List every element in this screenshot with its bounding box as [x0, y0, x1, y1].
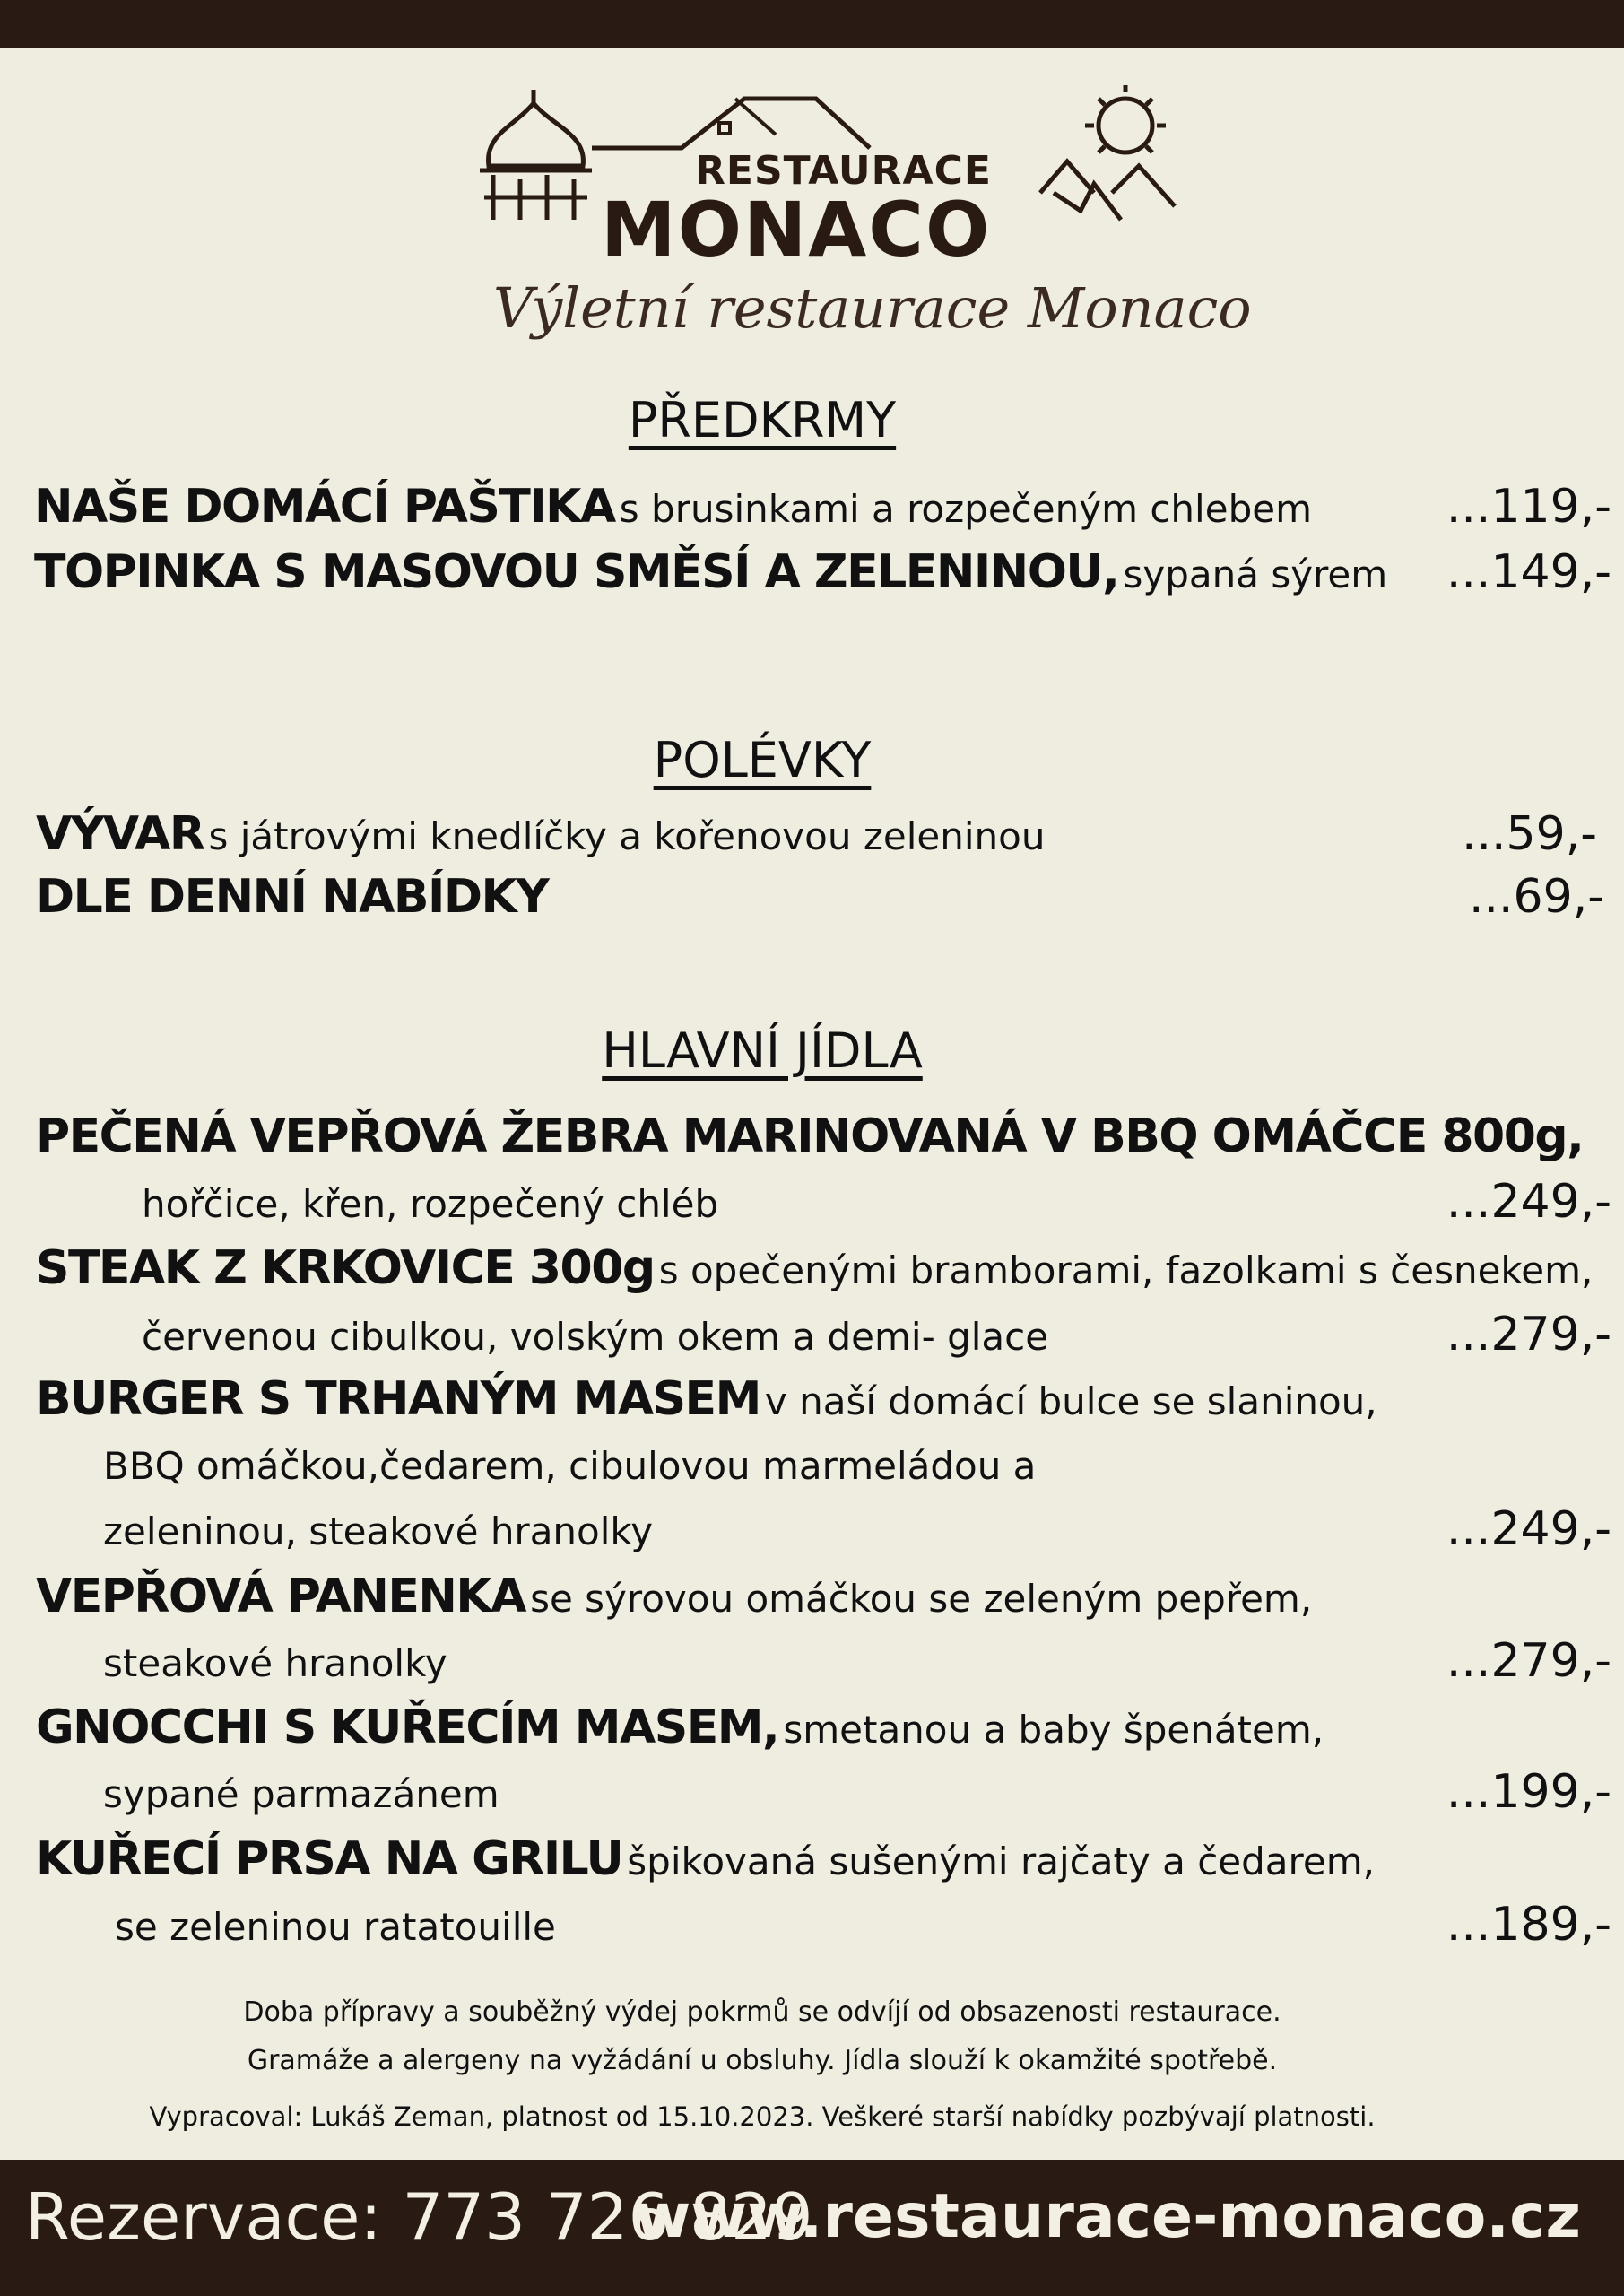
- item-name: TOPINKA S MASOVOU SMĚSÍ A ZELENINOU,: [34, 545, 1119, 599]
- item-description: zeleninou, steakové hranolky: [103, 1509, 654, 1553]
- item-name: NAŠE DOMÁCÍ PAŠTIKA: [34, 480, 615, 534]
- item-price: ...199,-: [1446, 1765, 1611, 1819]
- logo-restaurace-text: RESTAURACE: [695, 148, 992, 194]
- menu-item: [36, 1832, 1375, 1886]
- note-line: Gramáže a alergeny na vyžádání u obsluhy. Jídla slouží k okamžité spotřebě.: [247, 2045, 1278, 2076]
- item-name: PEČENÁ VEPŘOVÁ ŽEBRA MARINOVANÁ V BBQ OMÁČCE 800g,: [36, 1109, 1584, 1163]
- menu-item: [34, 480, 1312, 534]
- item-price: ...69,-: [1468, 870, 1604, 924]
- item-price: ...249,-: [1446, 1175, 1611, 1229]
- logo-tagline: Výletní restaurace Monaco: [493, 275, 1252, 341]
- item-price: ...279,-: [1446, 1634, 1611, 1688]
- item-description: sypaná sýrem: [1123, 552, 1388, 596]
- item-price: ...119,-: [1446, 480, 1611, 534]
- menu-item: [36, 1372, 1377, 1426]
- item-name: VEPŘOVÁ PANENKA: [36, 1570, 525, 1623]
- menu-item: [34, 545, 1387, 599]
- item-description: s brusinkami a rozpečeným chlebem: [619, 487, 1312, 531]
- logo-monaco-text: MONACO: [601, 186, 992, 274]
- item-price: ...249,-: [1446, 1502, 1611, 1556]
- restaurant-logo: [466, 85, 1252, 363]
- item-price: ...149,-: [1446, 545, 1611, 599]
- menu-item: [36, 1700, 1324, 1754]
- item-price: ...59,-: [1461, 807, 1597, 861]
- section-heading-polevky: POLÉVKY: [653, 732, 872, 788]
- menu-item: [36, 1241, 1593, 1295]
- item-name: DLE DENNÍ NABÍDKY: [36, 870, 549, 924]
- website-link[interactable]: www.restaurace-monaco.cz: [634, 2181, 1581, 2252]
- item-description: špikovaná sušenými rajčaty a čedarem,: [627, 1839, 1375, 1883]
- note-line: Vypracoval: Lukáš Zeman, platnost od 15.10.2023. Veškeré starší nabídky pozbývají platnosti.: [149, 2101, 1376, 2132]
- section-heading-predkrmy: PŘEDKRMY: [628, 392, 897, 448]
- menu-item: [36, 870, 548, 924]
- item-description: s játrovými knedlíčky a kořenovou zeleninou: [208, 814, 1046, 858]
- item-description: sypané parmazánem: [103, 1772, 499, 1816]
- item-description: hořčice, křen, rozpečený chléb: [142, 1182, 719, 1226]
- item-name: VÝVAR: [36, 807, 204, 861]
- item-description: se zeleninou ratatouille: [115, 1905, 556, 1949]
- note-line: Doba přípravy a souběžný výdej pokrmů se odvíjí od obsazenosti restaurace.: [243, 1996, 1281, 2028]
- item-name: BURGER S TRHANÝM MASEM: [36, 1372, 760, 1426]
- top-bar: [0, 0, 1624, 48]
- item-name: STEAK Z KRKOVICE 300g: [36, 1241, 655, 1295]
- menu-item: [36, 1570, 1312, 1623]
- item-price: ...189,-: [1446, 1898, 1611, 1952]
- item-name: GNOCCHI S KUŘECÍM MASEM,: [36, 1700, 779, 1754]
- item-description: smetanou a baby špenátem,: [783, 1708, 1324, 1752]
- item-description: červenou cibulkou, volským okem a demi- glace: [142, 1315, 1049, 1359]
- item-description: s opečenými bramborami, fazolkami s česnekem,: [658, 1248, 1594, 1292]
- item-name: KUŘECÍ PRSA NA GRILU: [36, 1832, 623, 1886]
- item-description: BBQ omáčkou,čedarem, cibulovou marmeládou a: [103, 1444, 1037, 1488]
- reservation-phone: Rezervace: 773 726 829: [25, 2179, 813, 2255]
- menu-item: [36, 1109, 1583, 1163]
- item-description: steakové hranolky: [103, 1641, 447, 1685]
- item-price: ...279,-: [1446, 1308, 1611, 1361]
- item-description: v naší domácí bulce se slaninou,: [764, 1379, 1377, 1423]
- section-heading-hlavni-jidla: HLAVNÍ JÍDLA: [602, 1022, 923, 1079]
- menu-item: [36, 807, 1045, 861]
- item-description: se sýrovou omáčkou se zeleným pepřem,: [530, 1577, 1313, 1621]
